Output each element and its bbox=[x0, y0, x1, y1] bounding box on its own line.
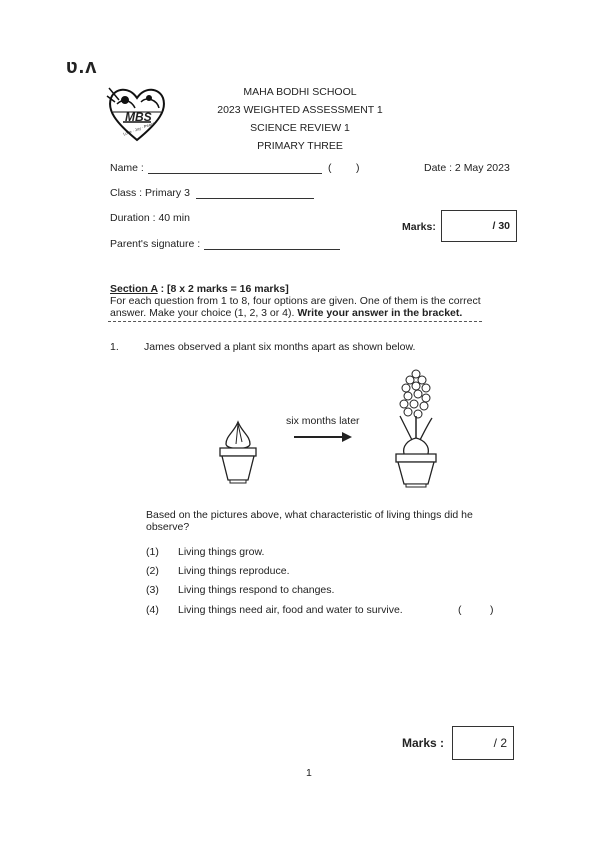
footer-marks-box[interactable] bbox=[452, 726, 514, 760]
question-prompt-1: Based on the pictures above, what characteristic of living things did he bbox=[146, 509, 473, 521]
corner-mark: ʋ.ʌ bbox=[66, 56, 98, 78]
marks-label: Marks: bbox=[402, 221, 436, 233]
section-title: Section A bbox=[110, 283, 158, 295]
assessment-title: 2023 WEIGHTED ASSESSMENT 1 bbox=[217, 104, 383, 116]
index-paren-close: ) bbox=[356, 162, 360, 174]
date-text: Date : 2 May 2023 bbox=[424, 162, 510, 174]
logo-motto: Love · Joy · Peace bbox=[122, 120, 156, 137]
parent-signature-field[interactable] bbox=[204, 249, 340, 250]
section-instruction-2 bbox=[110, 307, 462, 320]
bulb-icon bbox=[212, 418, 264, 484]
arrow-label: six months later bbox=[286, 415, 360, 427]
answer-bracket-open[interactable]: ( bbox=[458, 604, 462, 616]
question-text: James observed a plant six months apart as shown below. bbox=[144, 341, 416, 353]
class-label: Class : Primary 3 bbox=[110, 187, 190, 199]
level-title: PRIMARY THREE bbox=[257, 140, 343, 152]
name-field[interactable] bbox=[148, 173, 322, 174]
class-field[interactable] bbox=[196, 198, 314, 199]
option-3-number: (3) bbox=[146, 584, 159, 596]
section-divider bbox=[108, 321, 482, 322]
option-3-text: Living things respond to changes. bbox=[178, 584, 335, 596]
option-1-number: (1) bbox=[146, 546, 159, 558]
question-prompt-2: observe? bbox=[146, 521, 190, 533]
logo-text: MBS bbox=[125, 110, 152, 124]
section-instruction-2a: answer. Make your choice (1, 2, 3 or 4). bbox=[110, 307, 298, 319]
right-arrow-icon bbox=[294, 430, 354, 442]
option-1-text: Living things grow. bbox=[178, 546, 265, 558]
subject-title: SCIENCE REVIEW 1 bbox=[250, 122, 350, 134]
duration-text: Duration : 40 min bbox=[110, 212, 190, 224]
footer-marks-label: Marks : bbox=[402, 736, 445, 750]
school-name: MAHA BODHI SCHOOL bbox=[243, 86, 357, 98]
name-label: Name : bbox=[110, 162, 144, 174]
section-instruction-1: For each question from 1 to 8, four options are given. One of them is the correct bbox=[110, 295, 481, 307]
marks-box[interactable] bbox=[441, 210, 517, 242]
option-2-number: (2) bbox=[146, 565, 159, 577]
answer-bracket-close: ) bbox=[490, 604, 494, 616]
index-paren-open: ( bbox=[328, 162, 332, 174]
option-2-text: Living things reproduce. bbox=[178, 565, 290, 577]
flowering-plant-image bbox=[388, 366, 444, 488]
section-instruction-2b: Write your answer in the bracket. bbox=[297, 307, 463, 319]
page-number: 1 bbox=[306, 767, 312, 779]
option-4-text: Living things need air, food and water to survive. bbox=[178, 604, 403, 616]
option-4-number: (4) bbox=[146, 604, 159, 616]
parent-signature-label: Parent's signature : bbox=[110, 238, 201, 250]
marks-total: / 30 bbox=[492, 220, 510, 232]
section-marks: : [8 x 2 marks = 16 marks] bbox=[157, 283, 289, 295]
bulb-pot-image bbox=[212, 418, 264, 484]
hyacinth-icon bbox=[388, 366, 444, 488]
question-number: 1. bbox=[110, 341, 119, 353]
footer-marks-total: / 2 bbox=[493, 736, 507, 750]
